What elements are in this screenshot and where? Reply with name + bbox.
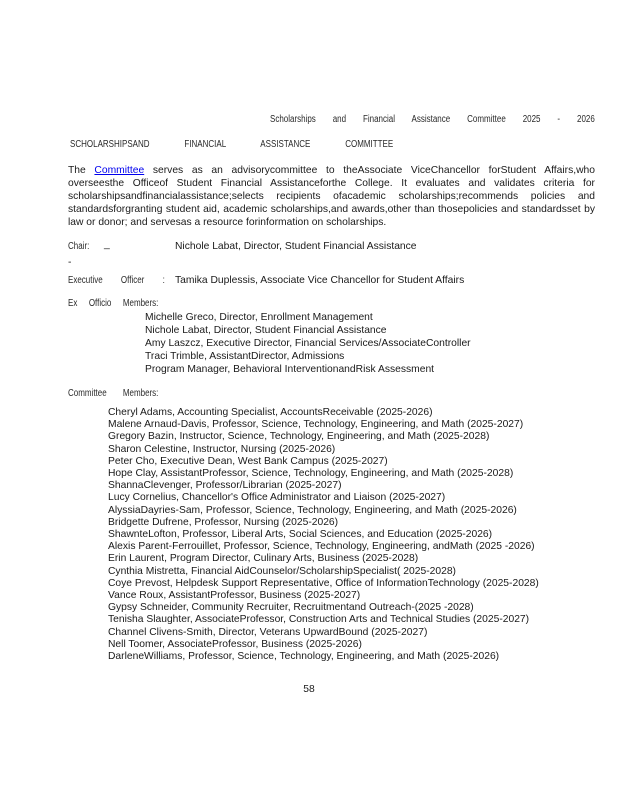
list-item: Malene Arnaud-Davis, Professor, Science, Technology, Engineering, and Math (2025-2027): [108, 419, 524, 431]
committee-member-list: [108, 407, 539, 663]
list-item: Gregory Bazin, Instructor, Science, Technology, Engineering, and Math (2025-2028): [108, 431, 490, 443]
list-item: Gypsy Schneider, Community Recruiter, Recruitmentand Outreach-(2025 -2028): [108, 602, 474, 614]
chair-row: [0, 241, 618, 254]
page-number: 58: [303, 684, 315, 695]
committee-link[interactable]: Committee: [94, 165, 145, 176]
list-item: Peter Cho, Executive Dean, West Bank Campus (2025-2027): [108, 455, 388, 467]
intro-paragraph: [68, 164, 595, 229]
list-item: Channel Clivens-Smith, Director, Veterans UpwardBound (2025-2027): [108, 626, 428, 638]
list-item: AlyssiaDayries-Sam, Professor, Science, Technology, Engineering, and Math (2025-2026): [108, 504, 517, 516]
list-item: Program Manager, Behavioral InterventionandRisk Assessment: [145, 364, 435, 375]
list-item: Tenisha Slaughter, AssociateProfessor, Construction Arts and Technical Studies (2025-2027): [108, 614, 530, 626]
ex-officio-member-list: [145, 311, 471, 376]
list-item: Alexis Parent-Ferrouillet, Professor, Science, Technology, Engineering, andMath (2025 -2026): [108, 541, 535, 553]
chair-mark: _: [104, 239, 110, 250]
list-item: Nichole Labat, Director, Student Financial Assistance: [145, 325, 387, 336]
intro-prefix: The: [68, 165, 95, 176]
chair-value: Nichole Labat, Director, Student Financial Assistance: [175, 241, 417, 252]
executive-officer-row: [0, 275, 618, 288]
list-item: DarleneWilliams, Professor, Science, Technology, Engineering, and Math (2025-2026): [108, 651, 500, 663]
list-item: Vance Roux, AssistantProfessor, Business (2025-2027): [108, 590, 361, 602]
list-item: Bridgette Dufrene, Professor, Nursing (2025-2026): [108, 516, 339, 528]
list-item: Sharon Celestine, Instructor, Nursing (2025-2026): [108, 443, 336, 455]
page-title: SCHOLARSHIPSAND FINANCIAL ASSISTANCE COMMITTEE: [70, 139, 394, 150]
stray-dash: -: [68, 257, 72, 268]
list-item: Nell Toomer, AssociateProfessor, Business (2025-2026): [108, 638, 362, 650]
executive-officer-label: Executive Officer :: [68, 275, 165, 286]
list-item: ShawnteLofton, Professor, Liberal Arts, Social Sciences, and Education (2025-2026): [108, 529, 493, 541]
list-item: Lucy Cornelius, Chancellor's Office Administrator and Liaison (2025-2027): [108, 492, 446, 504]
list-item: Cynthia Mistretta, Financial AidCounselor/ScholarshipSpecialist( 2025-2028): [108, 565, 456, 577]
list-item: Amy Laszcz, Executive Director, Financial Services/AssociateController: [145, 338, 471, 349]
intro-body: serves as an advisorycommittee to theAssociate ViceChancellor forStudent Affairs,who overseesthe Officeof Student Financial Assistanceforthe College. It evaluates and validates criteria for scholarshipsandfinancialassistance;selects recipients ofacademic scholarships;recommends policies and standardsforgranting student aid, academic scholarships,and awards,other than thosepolicies and standardsset by law or donor; and servesas a resource forinformation on scholarships.: [68, 165, 595, 228]
chair-label: Chair:: [68, 241, 90, 252]
ex-officio-label: Ex Officio Members:: [68, 298, 159, 309]
committee-members-label: Committee Members:: [68, 388, 159, 399]
list-item: Traci Trimble, AssistantDirector, Admissions: [145, 351, 345, 362]
list-item: ShannaClevenger, Professor/Librarian (2025-2027): [108, 480, 342, 492]
list-item: Hope Clay, AssistantProfessor, Science, Technology, Engineering, and Math (2025-2028): [108, 468, 514, 480]
running-header: Scholarships and Financial Assistance Committee 2025 - 2026: [270, 114, 595, 125]
list-item: Cheryl Adams, Accounting Specialist, AccountsReceivable (2025-2026): [108, 407, 433, 418]
list-item: Erin Laurent, Program Director, Culinary Arts, Business (2025-2028): [108, 553, 419, 565]
list-item: Michelle Greco, Director, Enrollment Management: [145, 312, 373, 323]
list-item: Coye Prevost, Helpdesk Support Representative, Office of InformationTechnology (2025-2028): [108, 577, 539, 589]
executive-officer-value: Tamika Duplessis, Associate Vice Chancellor for Student Affairs: [175, 275, 465, 286]
